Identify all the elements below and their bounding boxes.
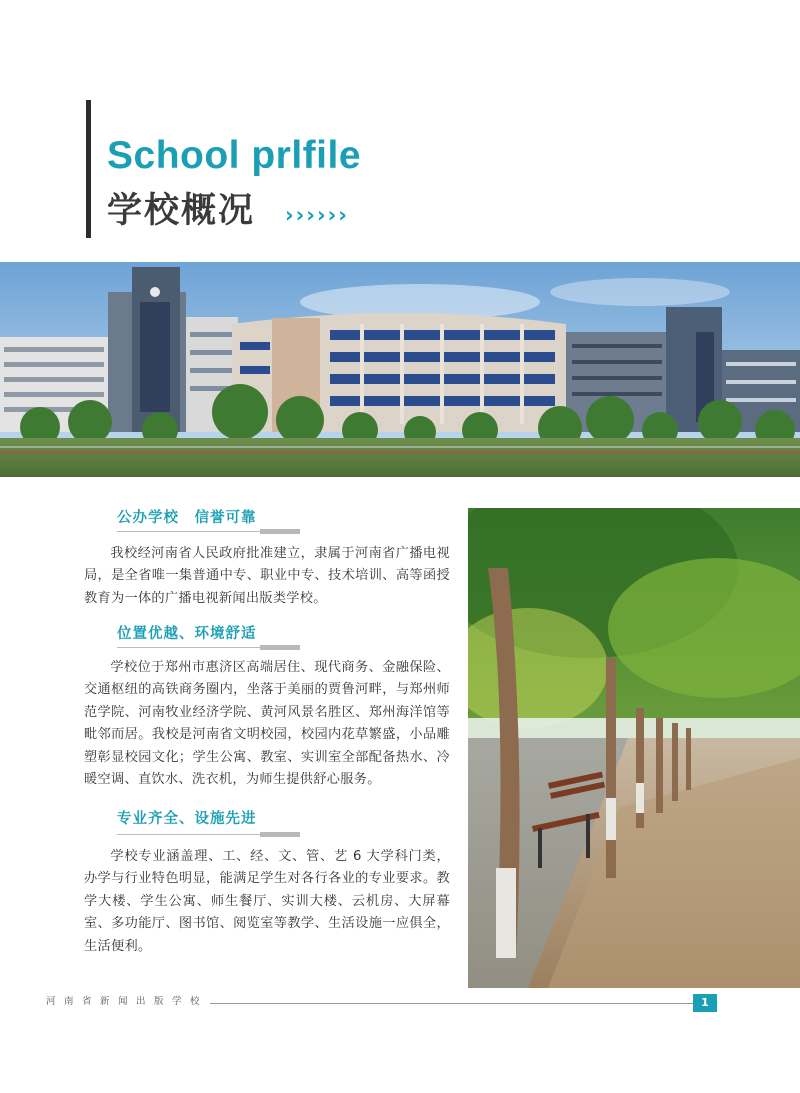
section-body-location: 学校位于郑州市惠济区高端居住、现代商务、金融保险、交通枢纽的高铁商务圈内，坐落于美丽的贾鲁河畔，与郑州师范学院、河南牧业经济学院、黄河风景名胜区、郑州海洋馆等毗邻而居。我校是河南省文明校园，校园内花草繁盛，小品雕塑彰显校园文化；学生公寓、教室、实训室全部配备热水、冷暖空调、直饮水、洗衣机，为师生提供舒心服务。: [84, 660, 450, 788]
tree-lined-path-photo: [468, 508, 800, 988]
section-heading-public-school: 公办学校 信誉可靠: [117, 510, 257, 526]
section-body-facilities: 学校专业涵盖理、工、经、文、管、艺 6 大学科门类，办学与行业特色明显，能满足学生对各行各业的专业要求。教学大楼、学生公寓、师生餐厅、实训大楼、云机房、大屏幕室、多功能厅、图书馆、阅览室等教学、生活设施一应俱全，生活便利。: [84, 849, 450, 954]
footer-divider: [210, 1003, 696, 1004]
page-number: 1: [693, 994, 717, 1012]
section-body-public-school: 我校经河南省人民政府批准建立，隶属于河南省广播电视局，是全省唯一集普通中专、职业中专、技术培训、高等函授教育为一体的广播电视新闻出版类学校。: [84, 546, 450, 606]
section-heading-facilities: 专业齐全、设施先进: [117, 811, 257, 827]
campus-building-photo: [0, 262, 800, 477]
title-accent-bar: [86, 100, 91, 238]
page-title-english: School prlfile: [107, 134, 362, 177]
section-heading-location: 位置优越、环境舒适: [117, 626, 257, 642]
page-title-chinese: 学校概况: [107, 191, 256, 231]
footer-school-name: 河南省新闻出版学校: [46, 996, 209, 1007]
chevron-arrows-icon: ››››››: [285, 203, 349, 227]
